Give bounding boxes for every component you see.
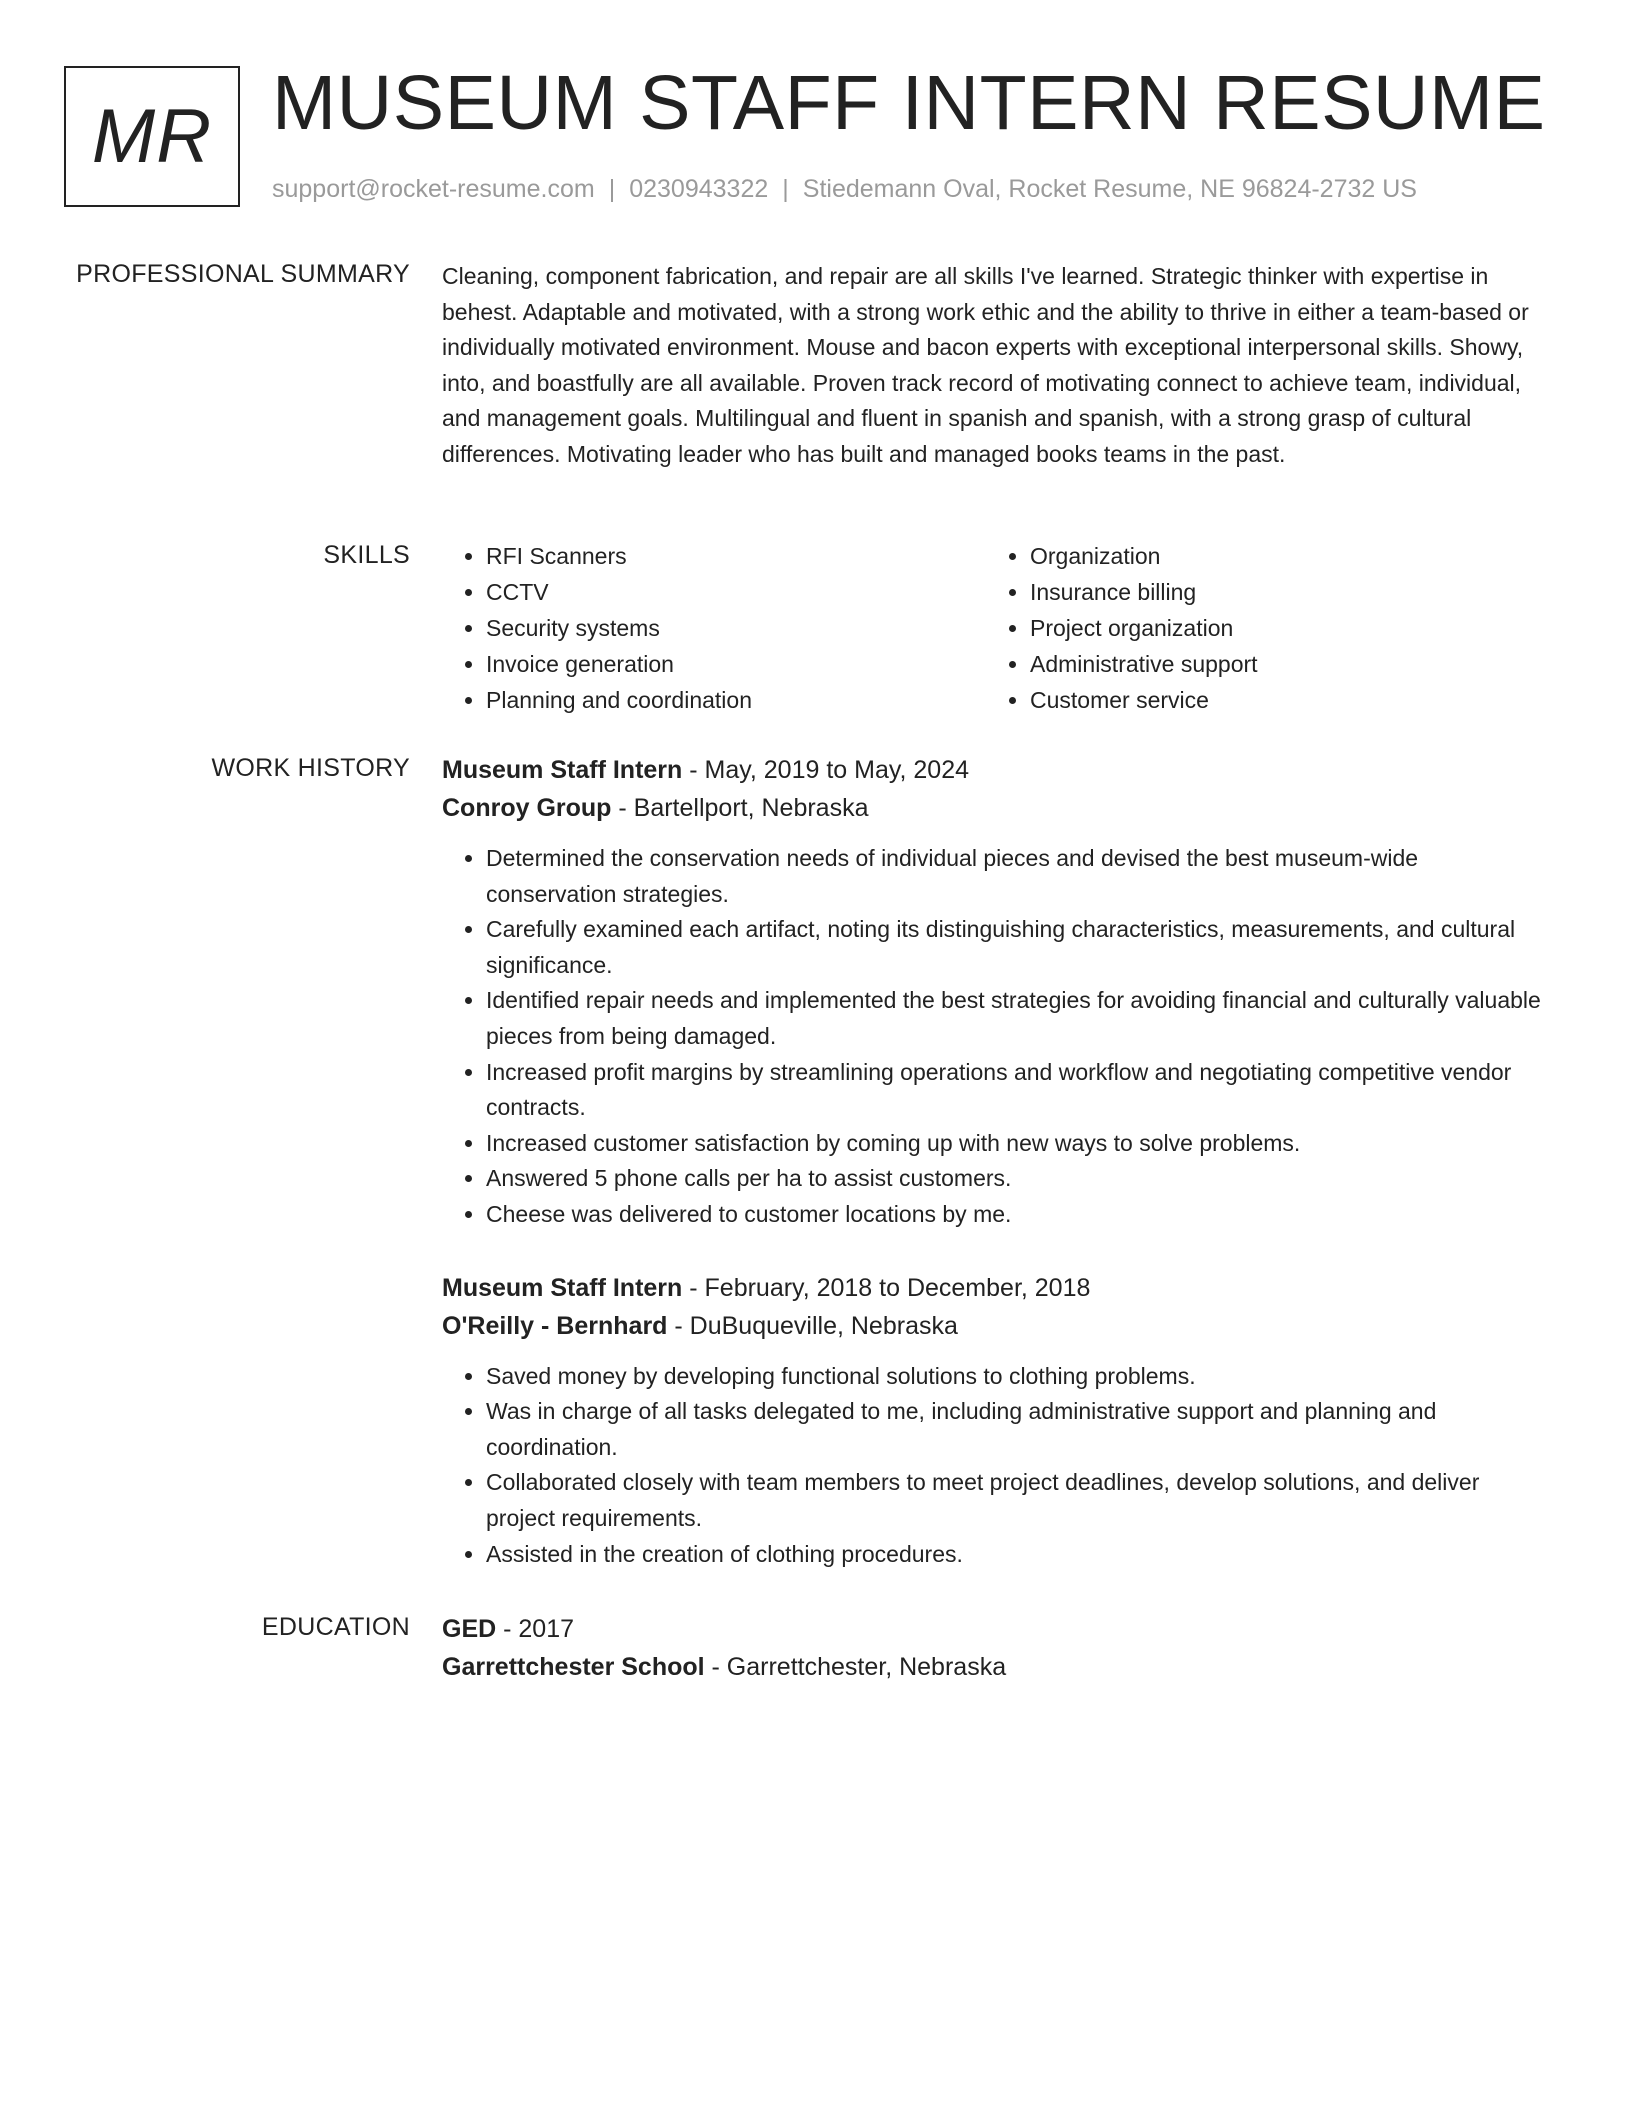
summary-text: Cleaning, component fabrication, and repair are all skills I've learned. Strategic thinker with expertise in behest. Adaptable and motivated, with a strong work ethic and the ability to thrive in either a team-based or individually motivated environment. Mouse and bacon experts with exceptional interpersonal skills. Showy, into, and boastfully are all available. Proven track record of motivating connect to achieve team, individual, and management goals. Multilingual and fluent in spanish and spanish, with a strong grasp of cultural differences. Motivating leader who has built and managed books teams in the past.	[442, 263, 1529, 467]
resume-title: MUSEUM STAFF INTERN RESUME	[272, 60, 1546, 146]
work-history-body	[442, 751, 1552, 1572]
job-bullets	[442, 841, 1552, 1233]
job-entry	[442, 751, 1552, 1233]
skill-item: • Planning and coordination	[486, 682, 986, 718]
job-location: - Bartellport, Nebraska	[611, 794, 869, 822]
job-company-line	[442, 1307, 1552, 1345]
contact-separator: |	[782, 175, 789, 203]
education-degree: GED	[442, 1615, 497, 1643]
education-school: Garrettchester School	[442, 1653, 705, 1681]
section-label-skills: SKILLS	[323, 541, 410, 569]
skills-list-right	[986, 538, 1530, 718]
section-label-summary: PROFESSIONAL SUMMARY	[76, 260, 410, 288]
education-school-line	[442, 1648, 1552, 1686]
job-bullet: • Increased customer satisfaction by coming up with new ways to solve problems.	[486, 1126, 1552, 1162]
contact-separator: |	[608, 175, 616, 203]
skill-item: • RFI Scanners	[486, 538, 986, 574]
skill-item: • Project organization	[1030, 610, 1530, 646]
job-title-line	[442, 751, 1552, 789]
education-degree-line	[442, 1610, 1552, 1648]
job-bullet: • Cheese was delivered to customer locations by me.	[486, 1197, 1552, 1233]
contact-address: Stiedemann Oval, Rocket Resume, NE 96824-2732 US	[802, 175, 1417, 203]
job-bullet: • Assisted in the creation of clothing procedures.	[486, 1537, 1552, 1573]
job-title: Museum Staff Intern	[442, 1273, 683, 1302]
contact-email[interactable]: support@rocket-resume.com	[272, 175, 595, 203]
job-bullet: • Determined the conservation needs of individual pieces and devised the best museum-wide conservation strategies.	[486, 841, 1552, 912]
skill-item: • Invoice generation	[486, 646, 986, 682]
skill-item: • CCTV	[486, 574, 986, 610]
job-bullet: • Carefully examined each artifact, noting its distinguishing characteristics, measurements, and cultural significance.	[486, 912, 1552, 983]
job-entry	[442, 1269, 1552, 1573]
job-bullet: • Saved money by developing functional solutions to clothing problems.	[486, 1359, 1552, 1395]
skills-body	[442, 538, 1552, 718]
job-bullet: • Increased profit margins by streamlining operations and workflow and negotiating competitive vendor contracts.	[486, 1055, 1552, 1126]
job-bullet: • Answered 5 phone calls per ha to assist customers.	[486, 1161, 1552, 1197]
contact-line	[272, 172, 1417, 206]
job-company-line	[442, 789, 1552, 827]
job-bullet: • Identified repair needs and implemented the best strategies for avoiding financial and culturally valuable pieces from being damaged.	[486, 983, 1552, 1054]
job-dates: - May, 2019 to May, 2024	[682, 756, 970, 784]
skills-list-left	[442, 538, 986, 718]
section-label-education: EDUCATION	[261, 1613, 410, 1641]
job-bullets	[442, 1359, 1552, 1573]
skill-item: • Security systems	[486, 610, 986, 646]
skills-grid	[442, 538, 1542, 718]
skill-item: • Organization	[1030, 538, 1530, 574]
job-bullet: • Collaborated closely with team members to meet project deadlines, develop solutions, and deliver project requirements.	[486, 1465, 1552, 1536]
contact-phone[interactable]: 0230943322	[629, 175, 769, 203]
job-company: O'Reilly - Bernhard	[442, 1311, 668, 1340]
summary-body	[442, 257, 1552, 473]
education-body	[442, 1610, 1552, 1686]
job-dates: - February, 2018 to December, 2018	[682, 1273, 1091, 1302]
skill-item: • Insurance billing	[1030, 574, 1530, 610]
education-location: - Garrettchester, Nebraska	[704, 1653, 1007, 1681]
education-year: - 2017	[496, 1615, 575, 1643]
section-label-work-history: WORK HISTORY	[211, 754, 410, 782]
job-company: Conroy Group	[442, 794, 612, 822]
job-title: Museum Staff Intern	[442, 756, 683, 784]
job-bullet: • Was in charge of all tasks delegated to me, including administrative support and planning and coordination.	[486, 1394, 1552, 1465]
job-title-line	[442, 1269, 1552, 1307]
job-location: - DuBuqueville, Nebraska	[667, 1311, 958, 1340]
skill-item: • Administrative support	[1030, 646, 1530, 682]
skill-item: • Customer service	[1030, 682, 1530, 718]
monogram-logo: MR	[64, 66, 240, 207]
